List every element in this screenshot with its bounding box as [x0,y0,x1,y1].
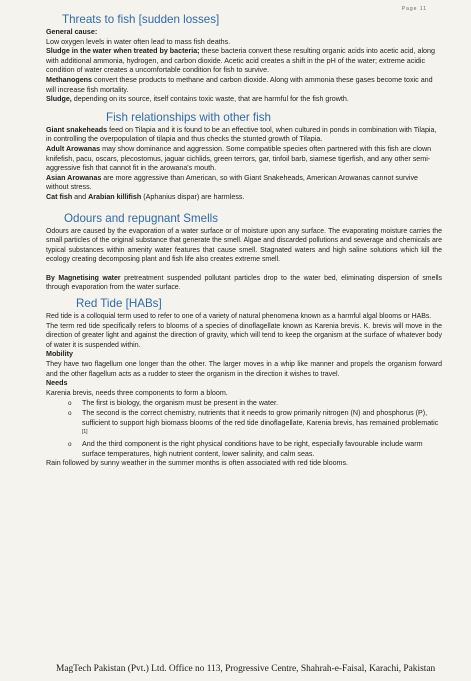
paragraph [46,28,442,38]
bold-lead: Asian Arowanas [46,173,102,182]
paragraph: Red tide is a colloquial term used to refer to one of a variety of natural phenomena known as a harmful algal blooms or HABs. [46,313,432,321]
bold-lead: Adult Arowanas [46,144,101,153]
paragraph [46,193,442,203]
paragraph: They have two flagellum one longer than the other. The larger moves in a whip like manner and propels the organism forward and the other flagellum acts as a rudder to steer the organism in the direction it wishes to travel. [46,361,442,378]
bold-lead: Sludge in the water when treated by bacteria; [46,47,200,56]
paragraph [46,174,442,193]
paragraph-text: and [72,192,89,201]
paragraph-text: are more aggressive than American, so with Giant Snakeheads, American Arowanas cannot survive without stress. [46,173,419,192]
paragraph [46,47,442,76]
list-item [68,409,442,440]
paragraph: Low oxygen levels in water often lead to mass fish deaths. [46,37,231,46]
bold-lead: Sludge, [46,95,72,104]
paragraph-text: depending on its source, itself contains toxic waste, that are harmful for the fish growth. [71,95,349,104]
bold-lead: By Magnetising water [46,274,121,282]
bold-lead: Cat fish [46,192,73,201]
paragraph [46,126,442,145]
bloom-components-list [68,399,442,459]
subheading-mobility: Mobility [46,350,73,359]
paragraph: Rain followed by sunny weather in the summer months is often associated with red tide blooms. [46,459,349,468]
list-item-text: The second is the correct chemistry, nutrients that it needs to grow primarily nitrogen (N) and phosphorus (P), sufficient to support high biomass blooms of the red tide dinoflagellate, Karenia brevis, has remained problematic [82,409,439,427]
paragraph-text: (Aphanius dispar) are harmless. [141,192,245,201]
subheading-needs: Needs [46,379,68,388]
paragraph-text: may show dominance and aggression. Some compatible species often partnered with this fish are clown knifefish, pacu, oscars, plecostomus, jaguar cichlids, green terrors, gar, tinfoil barb, siamese tigerfish, and any other semi-aggressive fish that cannot fit in the arowana's mouth. [46,144,432,173]
page-number: Page 11 [401,6,427,12]
paragraph: The term red tide specifically refers to blooms of a species of dinoflagellate known as Karenia brevis. K. brevis will move in the direction of greater light and against the direction of gravity, which will tend to keep the organism at the surface of whatever body of water it is suspended within. [46,322,442,349]
bold-lead: Methanogens [46,75,93,84]
section-title-odours: Odours and repugnant Smells [64,211,219,225]
page-content [46,11,442,469]
list-item: o And the third component is the right physical conditions have to be right, especially favourable include warm surface temperatures, high nutrient content, lower salinity, and calm seas. [68,440,442,459]
section-title-red-tide: Red Tide [HABs] [76,297,162,311]
paragraph [46,145,442,174]
paragraph-text: these bacteria convert these resulting organic acids into acetic acid, along with additional ammonia, hydrogen, and carbon dioxide. Acetic acid creates a shift in the pH of the water; extreme acidic condition of water creates a uncomfortable condition for fish to survive. [46,47,435,75]
paragraph [46,76,442,95]
paragraph: Karenia brevis, needs three components to form a bloom. [46,388,228,397]
section-title-fish-relationships: Fish relationships with other fish [106,110,271,124]
bold-lead: Arabian killifish [88,192,142,201]
bold-lead: Giant snakeheads [46,125,108,134]
footer-address: MagTech Pakistan (Pvt.) Ltd. Office no 113, Progressive Centre, Shahrah-e-Faisal, Karachi, Pakistan [56,664,436,674]
list-item: o The first is biology, the organism must be present in the water. [68,399,442,409]
citation: [1] [82,429,88,436]
paragraph-text: feed on Tilapia and it is found to be an effective tool, when cultured in ponds in combination with Tilapia, in controlling the overpopulation of tilapia and thus checks the stunted growth of Tilapia. [46,125,437,144]
paragraph [46,274,442,293]
section-title-threats: Threats to fish [sudden losses] [62,13,220,26]
paragraph-text: pretreatment suspended pollutant particles drop to the water bed, eliminating dispersion of smells through evaporation from the water surface. [46,274,442,292]
paragraph: Odours are caused by the evaporation of a water surface or of moisture upon any surface. The evaporating moisture carries the small particles of the original substance that generate the smell. Algae and discarded pollutions and sewerage and chemicals are typical substances within amenity water features that cause smell. Stagnated waters and high saline solutions which kill the ecology creating decomposing plant and fish life also creates extreme smell. [46,227,442,264]
paragraph-text: convert these products to methane and carbon dioxide. Along with ammonia these gases become toxic and will increase fish mortality. [46,75,433,94]
paragraph [46,95,442,105]
bold-lead: General cause: [46,28,98,36]
